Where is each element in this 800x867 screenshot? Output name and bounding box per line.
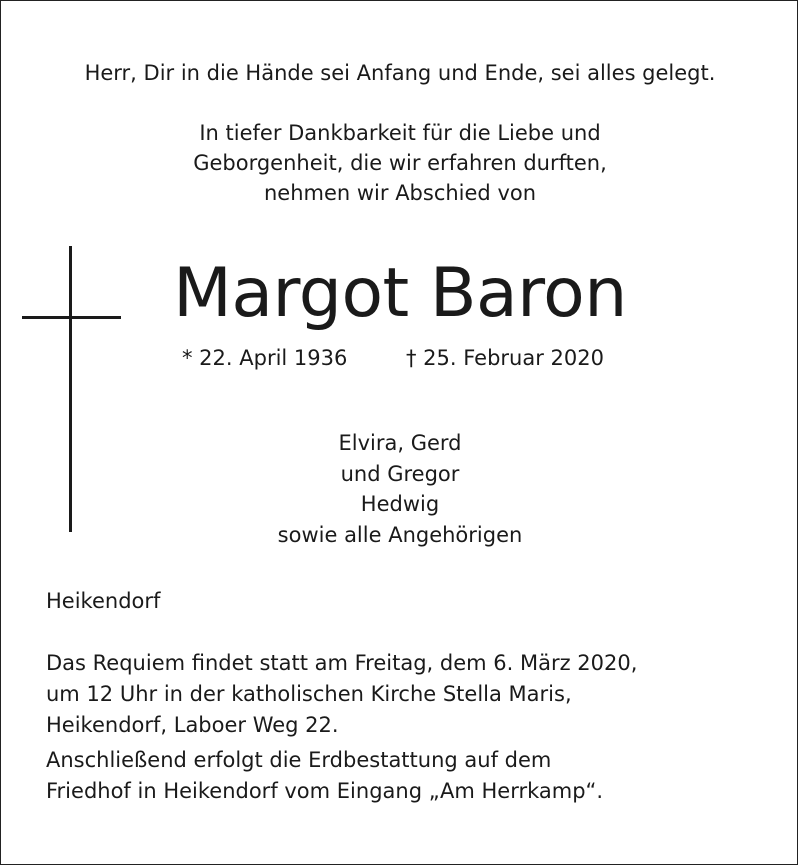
- place: Heikendorf: [46, 589, 161, 613]
- birth-date: * 22. April 1936: [182, 346, 348, 370]
- intro-line: nehmen wir Abschied von: [263, 181, 537, 205]
- mourner-line: und Gregor: [340, 462, 460, 486]
- verse: Herr, Dir in die Hände sei Anfang und Ende, sei alles gelegt.: [84, 61, 716, 85]
- burial-line: Friedhof in Heikendorf vom Eingang „Am Herrkamp“.: [46, 779, 604, 803]
- mourner-line: sowie alle Angehörigen: [277, 523, 523, 547]
- service-line: um 12 Uhr in der katholischen Kirche Stella Maris,: [46, 682, 572, 706]
- burial-line: Anschließend erfolgt die Erdbestattung auf dem: [46, 748, 552, 772]
- intro-line: Geborgenheit, die wir erfahren durften,: [193, 151, 607, 175]
- mourner-line: Elvira, Gerd: [338, 431, 462, 455]
- service-line: Heikendorf, Laboer Weg 22.: [46, 713, 339, 737]
- mourner-line: Hedwig: [360, 492, 440, 516]
- service-line: Das Requiem findet statt am Freitag, dem 6. März 2020,: [46, 651, 638, 675]
- intro-line: In tiefer Dankbarkeit für die Liebe und: [199, 121, 601, 145]
- deceased-name: Margot Baron: [173, 254, 627, 333]
- death-date: † 25. Februar 2020: [406, 346, 604, 370]
